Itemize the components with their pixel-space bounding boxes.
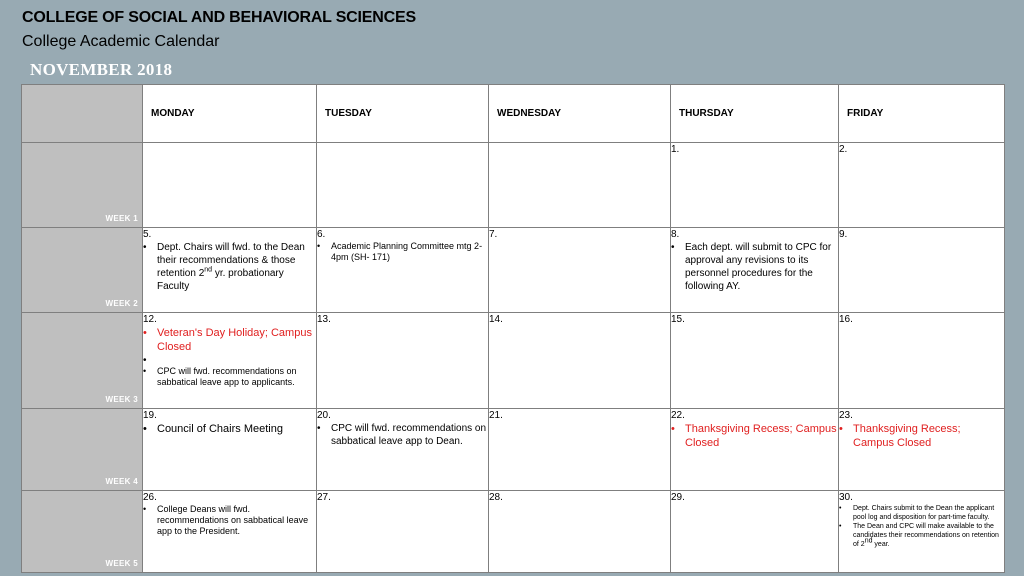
calendar-event: • Dept. Chairs submit to the Dean the applicant pool log and disposition for part-time faculty. bbox=[839, 504, 1004, 522]
day-cell bbox=[143, 313, 317, 409]
calendar-table bbox=[21, 84, 1005, 573]
spacer bbox=[143, 354, 316, 366]
date-number: 9. bbox=[839, 229, 848, 240]
college-title: COLLEGE OF SOCIAL AND BEHAVIORAL SCIENCES bbox=[22, 9, 416, 26]
date-number: 21. bbox=[489, 410, 503, 421]
day-cell bbox=[671, 409, 839, 491]
day-cell bbox=[839, 228, 1005, 313]
header-row bbox=[22, 85, 1005, 143]
calendar-event: • CPC will fwd. recommendations on sabbatical leave app to Dean. bbox=[317, 422, 488, 448]
column-header-wednesday: WEDNESDAY bbox=[489, 85, 671, 143]
week-row bbox=[22, 491, 1005, 573]
day-cell bbox=[143, 491, 317, 573]
holiday-event: • Thanksgiving Recess; Campus Closed bbox=[839, 422, 1004, 450]
date-number: 5. bbox=[143, 229, 152, 240]
column-header-friday: FRIDAY bbox=[839, 85, 1005, 143]
date-number: 22. bbox=[671, 410, 685, 421]
day-cell bbox=[317, 491, 489, 573]
column-header-tuesday: TUESDAY bbox=[317, 85, 489, 143]
ordinal-suffix: nd bbox=[204, 266, 213, 274]
week-row bbox=[22, 228, 1005, 313]
week-label-cell bbox=[22, 491, 143, 573]
day-cell bbox=[317, 228, 489, 313]
date-number: 15. bbox=[671, 314, 685, 325]
date-number: 30. bbox=[839, 492, 853, 503]
event-text: Dept. Chairs will fwd. to the Dean their recommendations & those retention 2 bbox=[157, 242, 305, 279]
holiday-event: • Thanksgiving Recess; Campus Closed bbox=[671, 422, 838, 450]
week-label-cell bbox=[22, 228, 143, 313]
calendar-event bbox=[143, 241, 316, 293]
week-label: WEEK 4 bbox=[105, 477, 138, 486]
day-cell bbox=[317, 313, 489, 409]
calendar-event bbox=[839, 522, 1004, 549]
date-number: 13. bbox=[317, 314, 331, 325]
column-header-monday: MONDAY bbox=[143, 85, 317, 143]
month-year: 2018 bbox=[137, 60, 173, 79]
week-row bbox=[22, 143, 1005, 228]
date-number: 7. bbox=[489, 229, 498, 240]
day-cell bbox=[671, 228, 839, 313]
day-cell bbox=[671, 313, 839, 409]
date-number: 16. bbox=[839, 314, 853, 325]
day-cell bbox=[489, 228, 671, 313]
date-number: 28. bbox=[489, 492, 503, 503]
month-name: NOVEMBER bbox=[30, 60, 133, 79]
event-text-end: yr. probationary Faculty bbox=[157, 268, 284, 292]
week-row bbox=[22, 313, 1005, 409]
day-cell bbox=[317, 409, 489, 491]
date-number: 1. bbox=[671, 144, 680, 155]
corner-cell bbox=[22, 85, 143, 143]
date-number: 8. bbox=[671, 229, 680, 240]
date-number: 12. bbox=[143, 314, 157, 325]
ordinal-suffix: nd bbox=[864, 537, 873, 545]
day-cell bbox=[671, 143, 839, 228]
calendar-event: • Council of Chairs Meeting bbox=[143, 422, 316, 436]
day-cell bbox=[839, 313, 1005, 409]
week-label-cell bbox=[22, 409, 143, 491]
calendar-event: • Academic Planning Committee mtg 2-4pm (SH- 171) bbox=[317, 241, 488, 263]
calendar-event: • Each dept. will submit to CPC for approval any revisions to its personnel procedures for the following AY. bbox=[671, 241, 838, 293]
week-label: WEEK 2 bbox=[105, 299, 138, 308]
date-number: 29. bbox=[671, 492, 685, 503]
date-number: 20. bbox=[317, 410, 331, 421]
day-cell bbox=[489, 409, 671, 491]
holiday-event: • Veteran's Day Holiday; Campus Closed bbox=[143, 326, 316, 354]
week-label-cell bbox=[22, 313, 143, 409]
day-cell bbox=[143, 228, 317, 313]
day-cell bbox=[839, 491, 1005, 573]
date-number: 2. bbox=[839, 144, 848, 155]
month-title bbox=[30, 60, 172, 80]
calendar-subtitle: College Academic Calendar bbox=[22, 33, 220, 50]
day-cell bbox=[317, 143, 489, 228]
day-cell bbox=[839, 143, 1005, 228]
day-cell bbox=[489, 313, 671, 409]
day-cell bbox=[671, 491, 839, 573]
column-header-thursday: THURSDAY bbox=[671, 85, 839, 143]
date-number: 26. bbox=[143, 492, 157, 503]
day-cell bbox=[143, 409, 317, 491]
day-cell bbox=[143, 143, 317, 228]
week-row bbox=[22, 409, 1005, 491]
day-cell bbox=[489, 491, 671, 573]
day-cell bbox=[489, 143, 671, 228]
date-number: 14. bbox=[489, 314, 503, 325]
day-cell bbox=[839, 409, 1005, 491]
week-label: WEEK 3 bbox=[105, 395, 138, 404]
event-text: The Dean and CPC will make available to the candidates their recommendations on retention of 2 bbox=[853, 523, 999, 548]
calendar-event: • CPC will fwd. recommendations on sabbatical leave app to applicants. bbox=[143, 366, 316, 388]
calendar-event: • College Deans will fwd. recommendations on sabbatical leave app to the President. bbox=[143, 504, 316, 537]
date-number: 6. bbox=[317, 229, 326, 240]
date-number: 19. bbox=[143, 410, 157, 421]
week-label: WEEK 1 bbox=[105, 214, 138, 223]
event-text-end: year. bbox=[872, 541, 890, 548]
date-number: 27. bbox=[317, 492, 331, 503]
date-number: 23. bbox=[839, 410, 853, 421]
week-label-cell bbox=[22, 143, 143, 228]
week-label: WEEK 5 bbox=[105, 559, 138, 568]
